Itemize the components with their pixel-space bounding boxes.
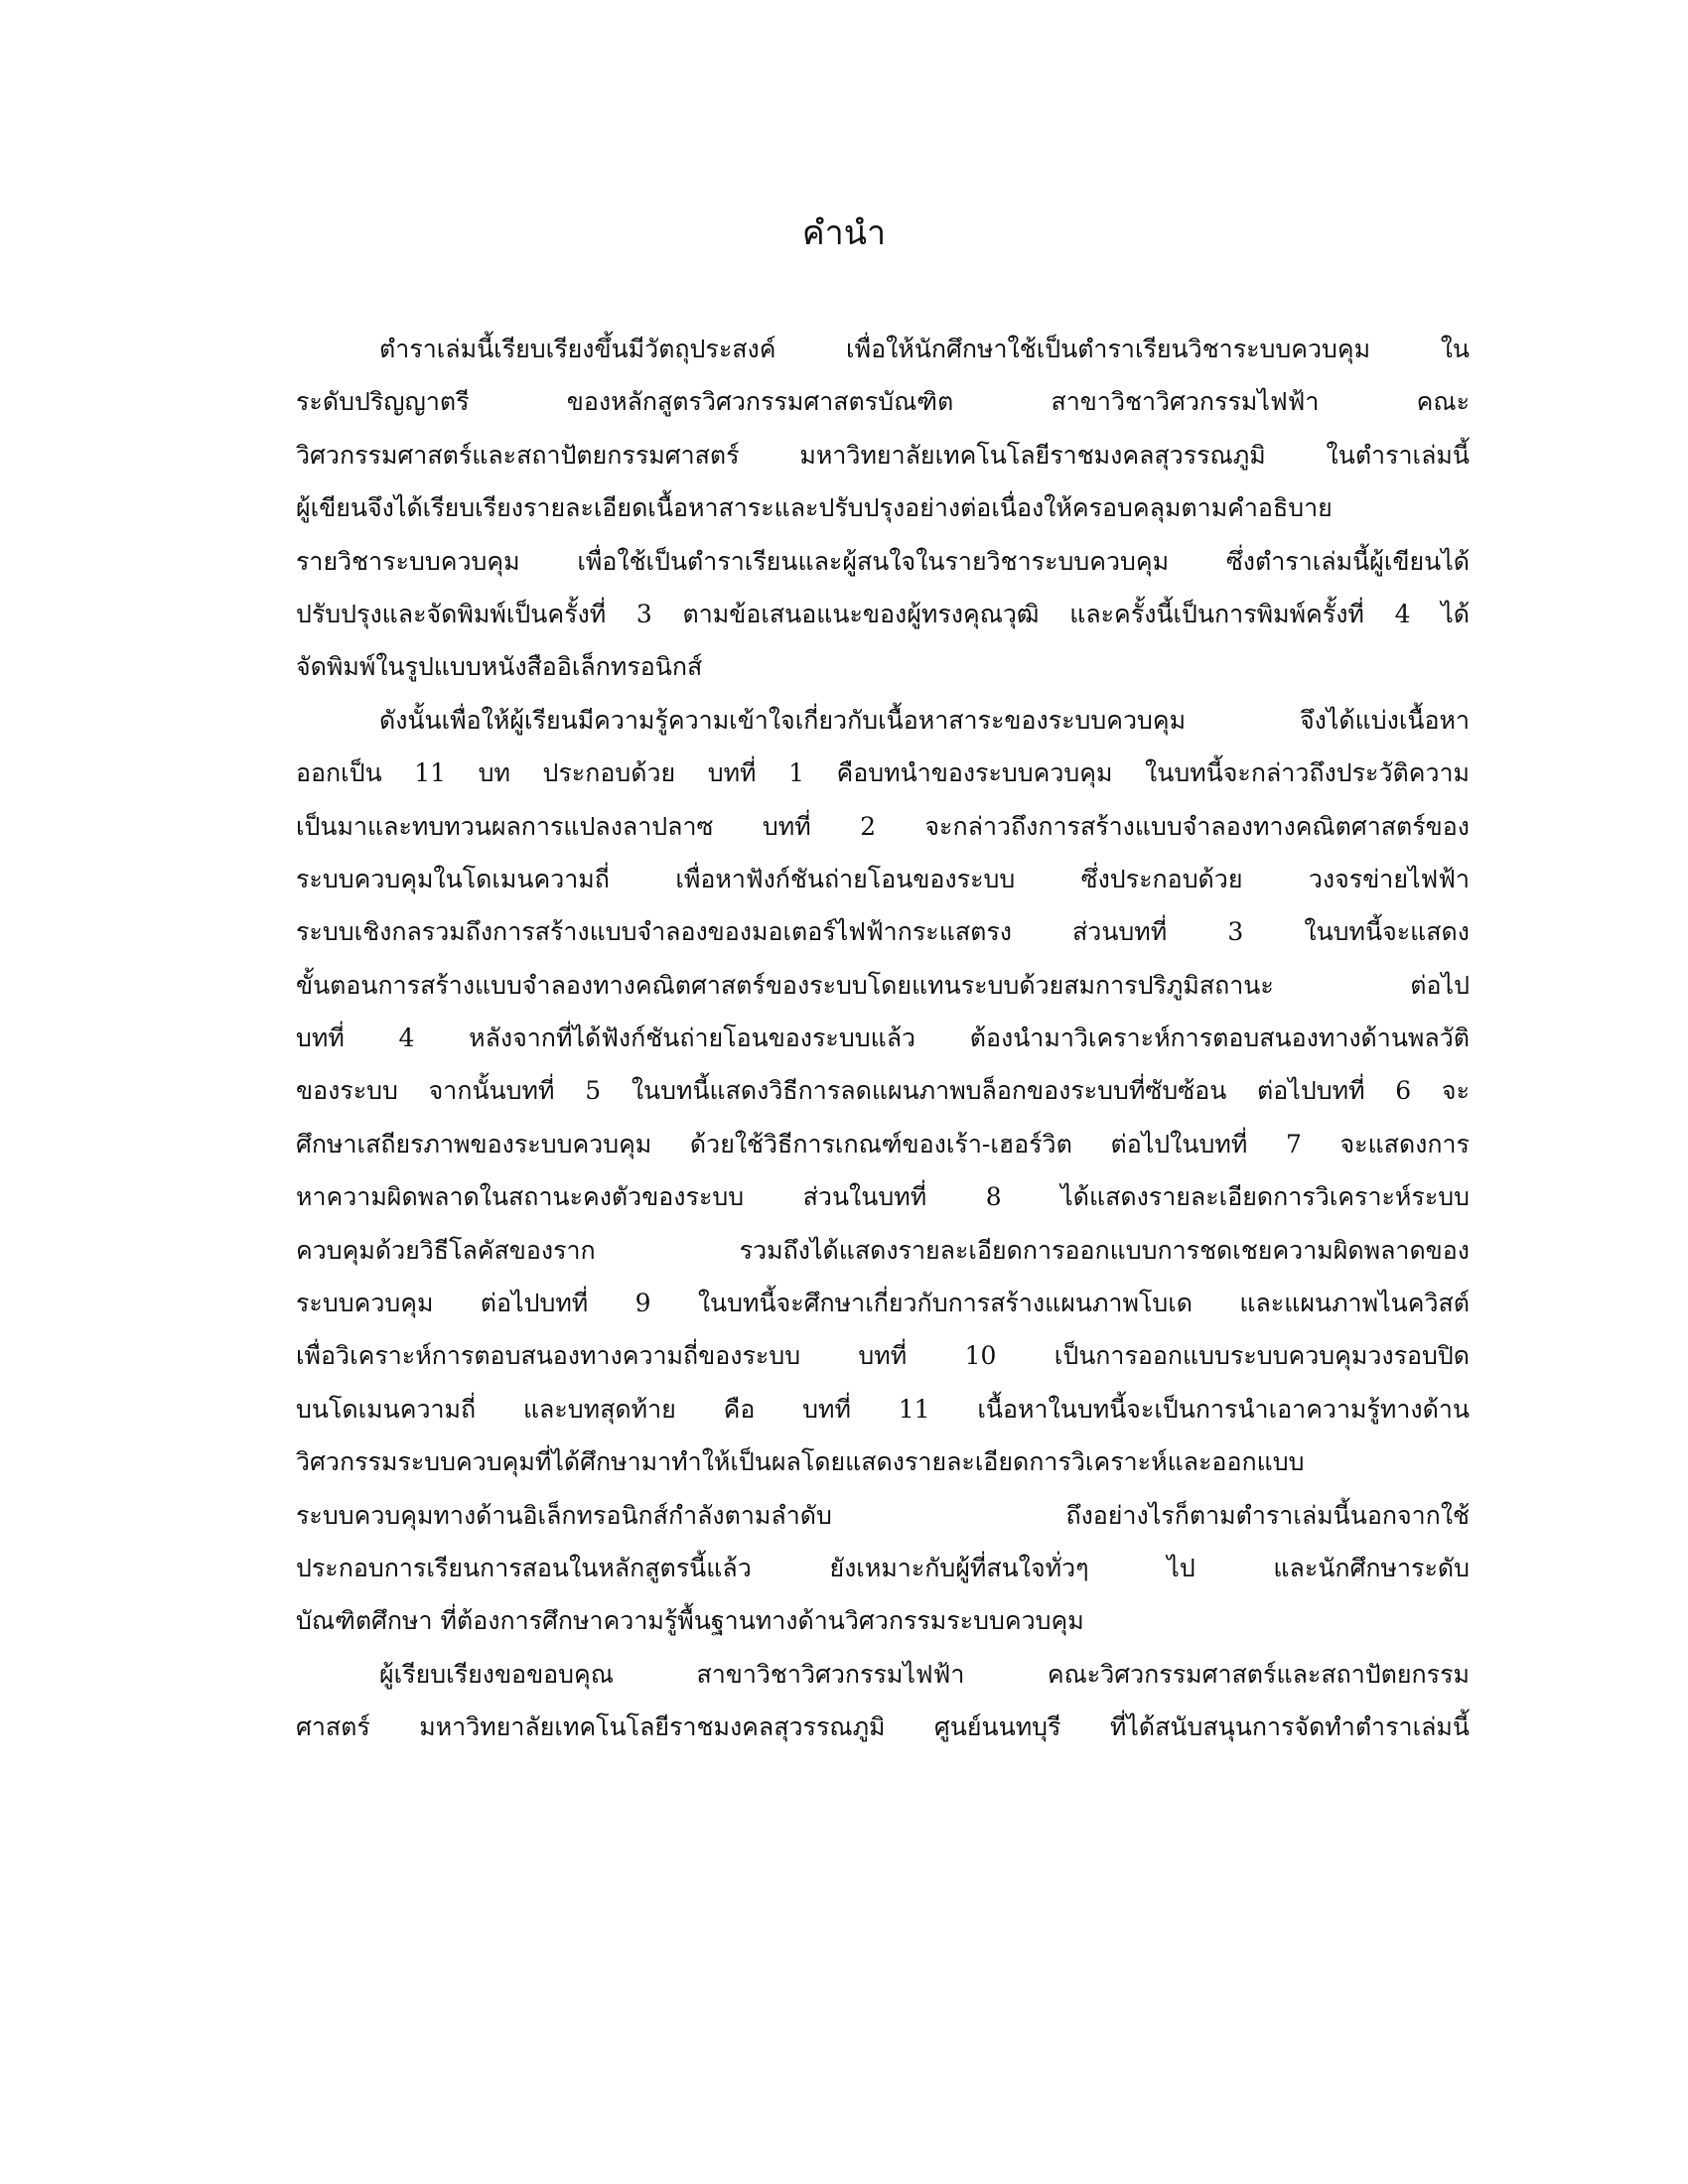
text-line: ผู้เรียบเรียงขอขอบคุณ สาขาวิชาวิศวกรรมไฟฟ้า คณะวิศวกรรมศาสตร์และสถาปัตยกรรม: [379, 1659, 1470, 1689]
text-line: ดังนั้นเพื่อให้ผู้เรียนมีความรู้ความเข้าใจเกี่ยวกับเนื้อหาสาระของระบบควบคุม จึงได้แบ่งเนื้อหา: [379, 705, 1470, 735]
text-line: ของระบบ จากนั้นบทที่ 5 ในบทนี้แสดงวิธีการลดแผนภาพบล็อกของระบบที่ซับซ้อน ต่อไปบทที่ 6 จะ: [296, 1076, 1470, 1106]
text-line: หาความผิดพลาดในสถานะคงตัวของระบบ ส่วนในบทที่ 8 ได้แสดงรายละเอียดการวิเคราะห์ระบบ: [296, 1182, 1470, 1212]
page-title: คำนำ: [801, 213, 887, 253]
text-line: บัณฑิตศึกษา ที่ต้องการศึกษาความรู้พื้นฐานทางด้านวิศวกรรมระบบควบคุม: [296, 1606, 1084, 1636]
text-line: ขั้นตอนการสร้างแบบจำลองทางคณิตศาสตร์ของระบบโดยแทนระบบด้วยสมการปริภูมิสถานะ ต่อไป: [296, 970, 1470, 1000]
text-line: ตำราเล่มนี้เรียบเรียงขึ้นมีวัตถุประสงค์ เพื่อให้นักศึกษาใช้เป็นตำราเรียนวิชาระบบควบคุม ใน: [379, 335, 1470, 363]
paragraph-1: [296, 323, 1470, 694]
text-line: ออกเป็น 11 บท ประกอบด้วย บทที่ 1 คือบทนำของระบบควบคุม ในบทนี้จะกล่าวถึงประวัติความ: [296, 758, 1470, 788]
text-line: ระบบควบคุม ต่อไปบทที่ 9 ในบทนี้จะศึกษาเกี่ยวกับการสร้างแผนภาพโบเด และแผนภาพไนควิสต์: [296, 1289, 1470, 1318]
text-line: เป็นมาและทบทวนผลการแปลงลาปลาซ บทที่ 2 จะกล่าวถึงการสร้างแบบจำลองทางคณิตศาสตร์ของ: [296, 811, 1470, 841]
text-line: ระบบควบคุมในโดเมนความถี่ เพื่อหาฟังก์ชันถ่ายโอนของระบบ ซึ่งประกอบด้วย วงจรข่ายไฟฟ้า: [296, 864, 1470, 893]
text-line: ปรับปรุงและจัดพิมพ์เป็นครั้งที่ 3 ตามข้อเสนอแนะของผู้ทรงคุณวุฒิ และครั้งนี้เป็นการพิมพ์ครั้งที่ 4 ได้: [296, 599, 1470, 628]
text-line: ผู้เขียนจึงได้เรียบเรียงรายละเอียดเนื้อหาสาระและปรับปรุงอย่างต่อเนื่องให้ครอบคลุมตามคำอธิบาย: [296, 493, 1333, 523]
text-line: รายวิชาระบบควบคุม เพื่อใช้เป็นตำราเรียนและผู้สนใจในรายวิชาระบบควบคุม ซึ่งตำราเล่มนี้ผู้เขียนได้: [296, 546, 1470, 576]
text-line: ประกอบการเรียนการสอนในหลักสูตรนี้แล้ว ยังเหมาะกับผู้ที่สนใจทั่วๆ ไป และนักศึกษาระดับ: [296, 1553, 1470, 1582]
text-line: เพื่อวิเคราะห์การตอบสนองทางความถี่ของระบบ บทที่ 10 เป็นการออกแบบระบบควบคุมวงรอบปิด: [296, 1341, 1470, 1371]
text-line: ศาสตร์ มหาวิทยาลัยเทคโนโลยีราชมงคลสุวรรณภูมิ ศูนย์นนทบุรี ที่ได้สนับสนุนการจัดทำตำราเล่มนี้: [296, 1712, 1470, 1742]
text-line: จัดพิมพ์ในรูปแบบหนังสืออิเล็กทรอนิกส์: [296, 652, 703, 682]
text-line: ศึกษาเสถียรภาพของระบบควบคุม ด้วยใช้วิธีการเกณฑ์ของเร้า-เฮอร์วิต ต่อไปในบทที่ 7 จะแสดงการ: [296, 1129, 1470, 1159]
text-line: บนโดเมนความถี่ และบทสุดท้าย คือ บทที่ 11 เนื้อหาในบทนี้จะเป็นการนำเอาความรู้ทางด้าน: [296, 1394, 1470, 1424]
text-line: ควบคุมด้วยวิธีโลคัสของราก รวมถึงได้แสดงรายละเอียดการออกแบบการชดเชยความผิดพลาดของ: [296, 1235, 1470, 1265]
text-line: ระดับปริญญาตรี ของหลักสูตรวิศวกรรมศาสตรบัณฑิต สาขาวิชาวิศวกรรมไฟฟ้า คณะ: [296, 387, 1470, 417]
text-line: ระบบควบคุมทางด้านอิเล็กทรอนิกส์กำลังตามลำดับ ถึงอย่างไรก็ตามตำราเล่มนี้นอกจากใช้: [296, 1500, 1470, 1530]
text-line: บทที่ 4 หลังจากที่ได้ฟังก์ชันถ่ายโอนของระบบแล้ว ต้องนำมาวิเคราะห์การตอบสนองทางด้านพลวัติ: [296, 1024, 1470, 1053]
text-line: วิศวกรรมศาสตร์และสถาปัตยกรรมศาสตร์ มหาวิทยาลัยเทคโนโลยีราชมงคลสุวรรณภูมิ ในตำราเล่มนี้: [296, 440, 1470, 470]
text-line: วิศวกรรมระบบควบคุมที่ได้ศึกษามาทำให้เป็นผลโดยแสดงรายละเอียดการวิเคราะห์และออกแบบ: [296, 1447, 1305, 1477]
paragraph-3: [296, 1648, 1470, 1754]
text-line: ระบบเชิงกลรวมถึงการสร้างแบบจำลองของมอเตอร์ไฟฟ้ากระแสตรง ส่วนบทที่ 3 ในบทนี้จะแสดง: [296, 917, 1470, 947]
paragraph-2: [296, 694, 1470, 1648]
document-body: [296, 323, 1470, 1754]
